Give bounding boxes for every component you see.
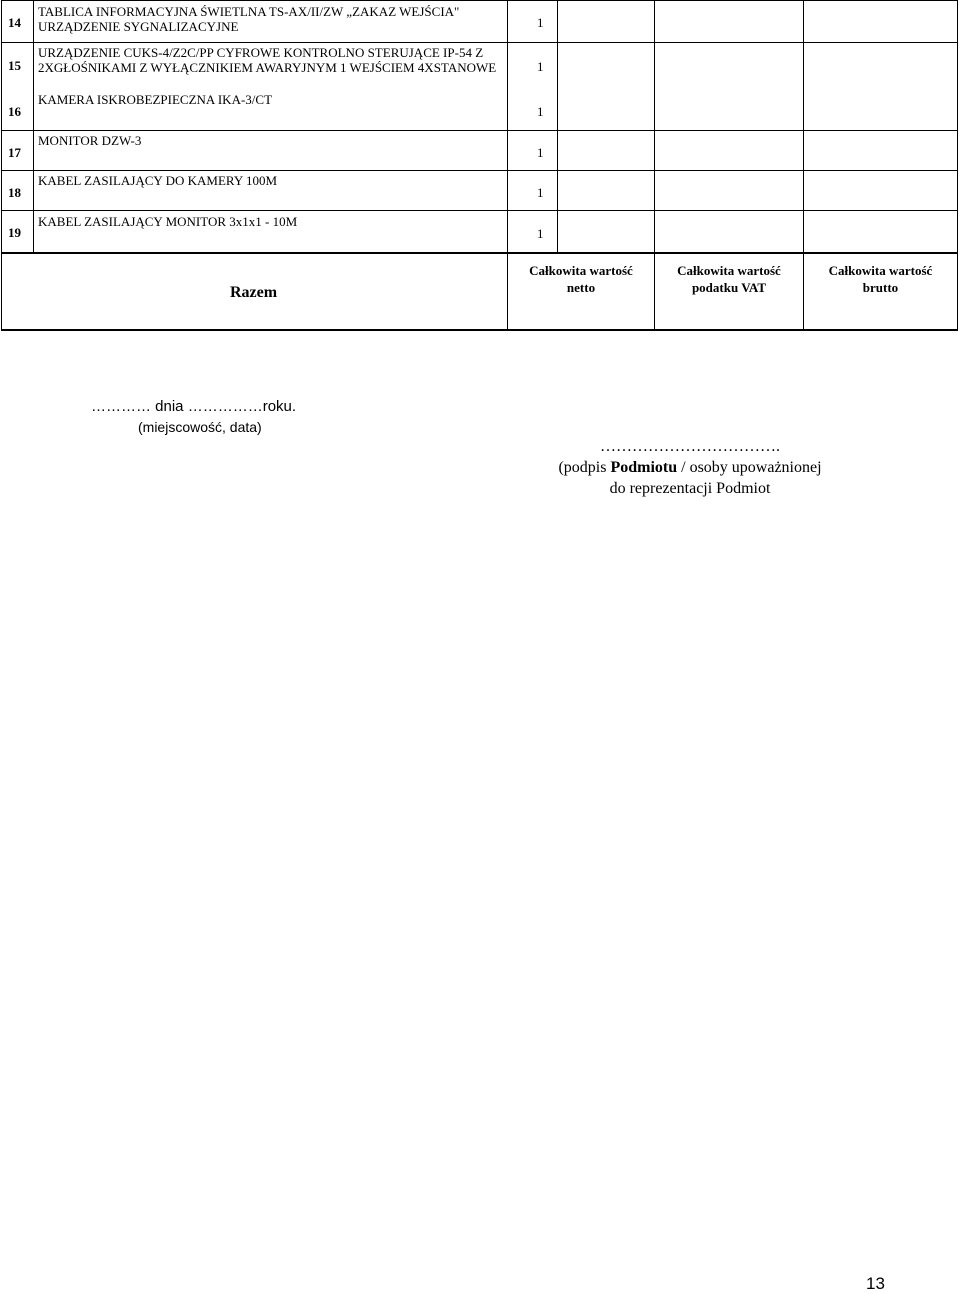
total-brutto-header (804, 262, 957, 296)
signature-dots: ……………………………. (600, 438, 780, 455)
total-label: Razem (230, 284, 278, 301)
row-number: 17 (8, 145, 21, 160)
table-border-top (1, 0, 958, 1)
row-quantity: 1 (537, 15, 544, 30)
total-brutto-line2: brutto (862, 280, 899, 295)
row-number: 15 (8, 58, 21, 73)
row-number: 18 (8, 185, 21, 200)
row-divider (1, 130, 958, 131)
row-divider (1, 170, 958, 171)
signature-block (540, 436, 840, 499)
row-quantity: 1 (537, 104, 544, 119)
col-divider-no (33, 0, 34, 253)
row-divider (1, 42, 958, 43)
row-quantity: 1 (537, 145, 544, 160)
signature-caption (540, 457, 840, 478)
row-divider (1, 210, 958, 211)
row-number: 16 (8, 104, 21, 119)
signature-caption-post: / osoby upoważnionej (677, 459, 822, 476)
row-description: KABEL ZASILAJĄCY DO KAMERY 100M (38, 173, 278, 188)
row-quantity: 1 (537, 59, 544, 74)
page-number: 13 (866, 1274, 885, 1293)
total-brutto-line1: Całkowita wartość (828, 263, 933, 278)
total-vat-header (655, 262, 803, 296)
total-netto-line1: Całkowita wartość (529, 263, 633, 278)
row-divider (1, 252, 958, 254)
row-number: 14 (8, 15, 21, 30)
row-number: 19 (8, 225, 21, 240)
row-description: KAMERA ISKROBEZPIECZNA IKA-3/CT (38, 92, 273, 107)
row-description: MONITOR DZW-3 (38, 133, 142, 148)
place-date-line: ………… dnia ……………roku. (91, 398, 297, 415)
row-quantity: 1 (537, 226, 544, 241)
row-description: TABLICA INFORMACYJNA ŚWIETLNA TS-AX/II/ZW „ZAKAZ WEJŚCIA" URZĄDZENIE SYGNALIZACYJNE (38, 4, 460, 34)
total-vat-line2: podatku VAT (691, 280, 767, 295)
signature-caption-bold: Podmiotu (610, 459, 678, 476)
table-border-right (957, 0, 958, 330)
row-description: KABEL ZASILAJĄCY MONITOR 3x1x1 - 10M (38, 214, 298, 229)
row-quantity: 1 (537, 185, 544, 200)
total-vat-line1: Całkowita wartość (677, 263, 781, 278)
row-description: URZĄDZENIE CUKS-4/Z2C/PP CYFROWE KONTROLNO STERUJĄCE IP-54 Z 2XGŁOŚNIKAMI Z WYŁĄCZNIKIEM AWARYJNYM 1 WEJŚCIEM 4XSTANOWE (38, 45, 497, 75)
place-date-caption: (miejscowość, data) (138, 419, 262, 435)
total-netto-header (508, 262, 654, 296)
table-border-bottom (1, 329, 958, 331)
signature-caption-pre: (podpis (558, 459, 611, 476)
items-table (1, 0, 958, 330)
table-border-left (1, 0, 2, 330)
col-divider-qty-right (557, 0, 558, 253)
signature-caption-line2: do reprezentacji Podmiot (609, 480, 771, 497)
total-netto-line2: netto (566, 280, 596, 295)
